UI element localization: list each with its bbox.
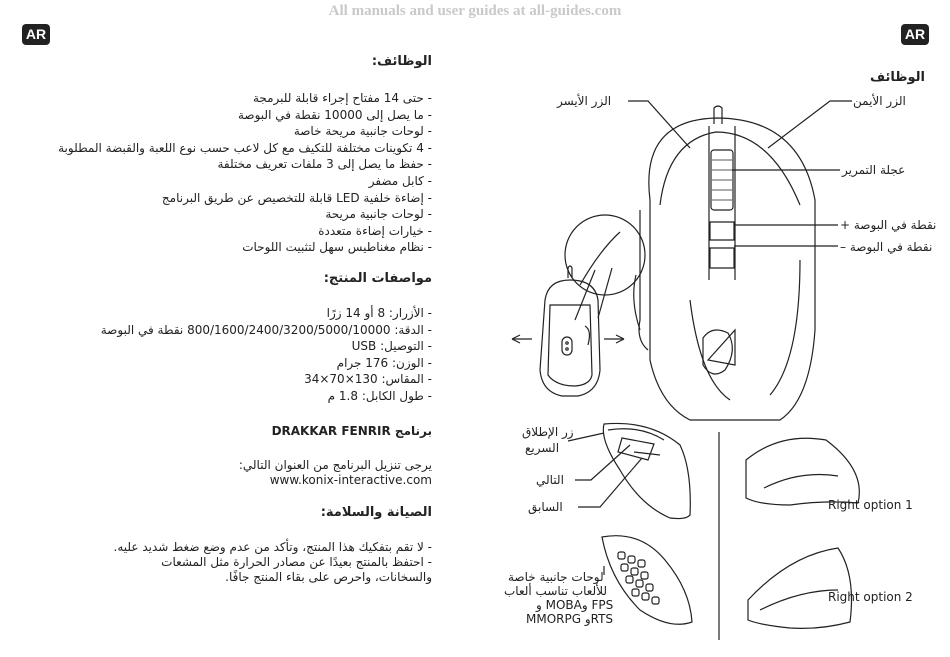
- label-dpi-down: نقطة في البوصة –: [840, 240, 933, 254]
- software-title: برنامج DRAKKAR FENRIR: [271, 424, 432, 438]
- mouse-top-view: [634, 106, 815, 420]
- list-item: - إضاءة خلفية LED قابلة للتخصيص عن طريق البرنامج: [0, 190, 432, 207]
- list-item: - كابل مضفر: [0, 173, 432, 190]
- list-item: - حتى 14 مفتاح إجراء قابلة للبرمجة: [0, 90, 432, 107]
- software-url[interactable]: www.konix-interactive.com: [269, 473, 432, 487]
- list-item: - ما يصل إلى 10000 نقطة في البوصة: [0, 107, 432, 124]
- side-panel-buttons-view: [603, 423, 690, 518]
- label-side-panels-3: FPS وMOBA و: [536, 598, 614, 612]
- list-item: - الدقة: 800/1600/2400/3200/5000/10000 نقطة في البوصة: [0, 322, 432, 339]
- label-side-panels-1: لوحات جانبية خاصة: [508, 570, 604, 584]
- right-option-2-view: [748, 548, 852, 628]
- label-previous: السابق: [528, 500, 563, 514]
- list-item: - لوحات جانبية مريحة: [0, 206, 432, 223]
- language-badge-left: AR: [22, 24, 50, 45]
- right-option-2-label: Right option 2: [828, 590, 913, 604]
- right-option-1-label: Right option 1: [828, 498, 913, 512]
- list-item: - 4 تكوينات مختلفة للتكيف مع كل لاعب حسب نوع اللعبة والقبضة المطلوبة: [0, 140, 432, 157]
- list-item: - خيارات إضاءة متعددة: [0, 223, 432, 240]
- label-quick-fire: زر الإطلاق: [522, 425, 574, 439]
- mouse-bottom-view: [540, 266, 600, 396]
- side-panel-grid-view: [602, 536, 692, 625]
- site-banner: All manuals and user guides at all-guides.com: [328, 3, 622, 19]
- safety-item-1: - لا تقم بتفكيك هذا المنتج، وتأكد من عدم وضع ضغط شديد عليه.: [113, 540, 432, 554]
- list-item: - التوصيل: USB: [0, 338, 432, 355]
- label-dpi-up: نقطة في البوصة +: [840, 218, 937, 232]
- specs-title: مواصفات المنتج:: [323, 271, 432, 286]
- list-item: - الأزرار: 8 أو 14 زرًا: [0, 305, 432, 322]
- software-text: يرجى تنزيل البرنامج من العنوان التالي:: [238, 458, 432, 472]
- label-quick-fire-2: السريع: [525, 441, 560, 455]
- language-badge-right: AR: [901, 24, 929, 45]
- list-item: - المقاس: 130×70×34: [0, 371, 432, 388]
- label-side-panels-2: للألعاب تناسب ألعاب: [504, 584, 608, 598]
- figure-title: الوظائف: [870, 70, 925, 85]
- label-side-panels-4: RTSو MMORPG: [526, 612, 614, 626]
- label-left-button: الزر الأيسر: [557, 94, 612, 108]
- label-right-button: الزر الأيمن: [853, 94, 906, 108]
- right-option-1-view: [746, 438, 859, 505]
- label-next: التالي: [536, 473, 564, 487]
- safety-item-2: - احتفظ بالمنتج بعيدًا عن مصادر الحرارة مثل المشعات والسخانات، واحرص على بقاء المنتج جافًا.: [161, 555, 432, 584]
- list-item: - حفظ ما يصل إلى 3 ملفات تعريف مختلفة: [0, 156, 432, 173]
- list-item: - نظام مغناطيس سهل لتثبيت اللوحات: [0, 239, 432, 256]
- list-item: - لوحات جانبية مريحة خاصة: [0, 123, 432, 140]
- list-item: - الوزن: 176 جرام: [0, 355, 432, 372]
- list-item: - طول الكابل: 1.8 م: [0, 388, 432, 405]
- functions-title: الوظائف:: [371, 54, 432, 69]
- safety-title: الصيانة والسلامة:: [320, 505, 432, 520]
- label-scroll-wheel: عجلة التمرير: [842, 163, 906, 177]
